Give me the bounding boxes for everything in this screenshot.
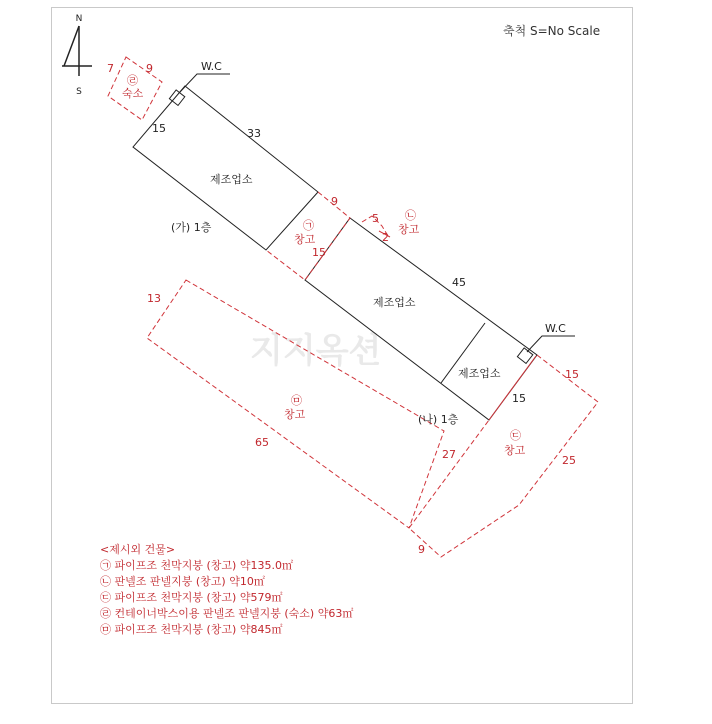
wc-label-ga: W.C bbox=[201, 60, 222, 73]
factory-na-small-label: 제조업소 bbox=[458, 367, 501, 380]
mark-annex2: ㉡ bbox=[405, 209, 416, 222]
warehouse-5-label: 창고 bbox=[284, 408, 306, 421]
legend-item: ㉤ 파이프조 천막지붕 (창고) 약845㎡ bbox=[100, 623, 283, 636]
building-na-label: (나) 1층 bbox=[418, 413, 459, 426]
dim-15-annex1: 15 bbox=[312, 246, 326, 259]
dim-25: 25 bbox=[562, 454, 576, 467]
dim-15-ga: 15 bbox=[152, 122, 166, 135]
warehouse-2-label: 창고 bbox=[398, 223, 420, 236]
north-arrow-icon bbox=[62, 26, 92, 76]
dim-13: 13 bbox=[147, 292, 161, 305]
legend bbox=[100, 542, 353, 636]
dim-27: 27 bbox=[442, 448, 456, 461]
factory-na-label: 제조업소 bbox=[373, 296, 416, 309]
mark-dormitory: ㉣ bbox=[127, 74, 138, 87]
dim-5: 5 bbox=[372, 212, 379, 225]
dim-2: 2 bbox=[382, 231, 389, 244]
dim-65: 65 bbox=[255, 436, 269, 449]
legend-item: ㉠ 파이프조 천막지붕 (창고) 약135.0㎡ bbox=[100, 559, 293, 572]
wc-leader-ga bbox=[180, 74, 230, 92]
mark-annex5: ㉤ bbox=[291, 394, 302, 407]
dim-7: 7 bbox=[107, 62, 114, 75]
compass-north-label: N bbox=[75, 14, 83, 24]
dim-33: 33 bbox=[247, 127, 261, 140]
watermark: 지지옥션 bbox=[250, 331, 382, 371]
building-ga-label: (가) 1층 bbox=[171, 221, 212, 234]
wc-label-na: W.C bbox=[545, 322, 566, 335]
mark-annex1: ㉠ bbox=[303, 219, 314, 232]
legend-item: ㉢ 파이프조 천막지붕 (창고) 약579㎡ bbox=[100, 591, 283, 604]
wc-leader-na bbox=[527, 336, 575, 352]
legend-item: ㉡ 판넬조 판넬지붕 (창고) 약10㎡ bbox=[100, 575, 265, 588]
dormitory-label: 숙소 bbox=[122, 87, 144, 100]
wc-box-ga bbox=[169, 90, 184, 105]
legend-title: <제시외 건물> bbox=[100, 543, 176, 556]
dim-9-annex1: 9 bbox=[331, 195, 338, 208]
dim-9-dorm: 9 bbox=[146, 62, 153, 75]
scale-label: 축척 S=No Scale bbox=[503, 24, 601, 38]
dim-9-annex3: 9 bbox=[418, 543, 425, 556]
compass-south-label: S bbox=[76, 87, 82, 97]
factory-ga-label: 제조업소 bbox=[210, 173, 253, 186]
dim-15-annex3: 15 bbox=[565, 368, 579, 381]
warehouse-3-label: 창고 bbox=[504, 444, 526, 457]
legend-item: ㉣ 컨테이너박스이용 판넬조 판넬지붕 (숙소) 약63㎡ bbox=[100, 607, 354, 620]
annex-3-edge bbox=[489, 356, 536, 420]
building-ga-outline bbox=[133, 86, 318, 250]
dim-45: 45 bbox=[452, 276, 466, 289]
mark-annex3: ㉢ bbox=[510, 429, 521, 442]
building-na-outline bbox=[305, 218, 537, 420]
dim-15-na: 15 bbox=[512, 392, 526, 405]
warehouse-1-label: 창고 bbox=[294, 233, 316, 246]
